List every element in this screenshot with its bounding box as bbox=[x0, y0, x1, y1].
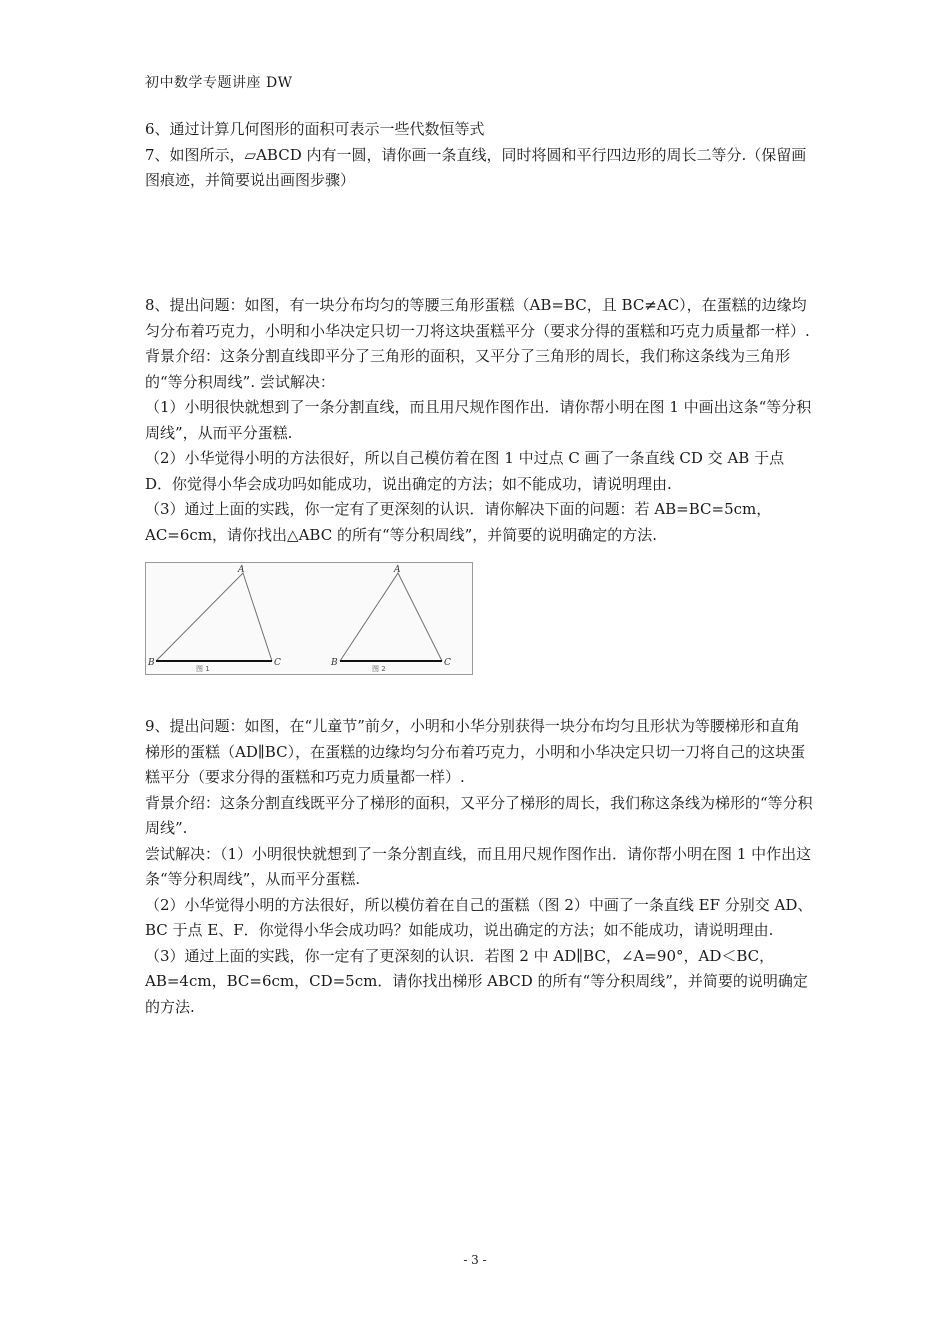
q8-part2: （2）小华觉得小明的方法很好，所以自己模仿着在图 1 中过点 C 画了一条直线 CD 交 AB 于点 D．你觉得小华会成功吗如能成功，说出确定的方法；如不能成功，请说明理由. bbox=[145, 449, 785, 493]
fig2-triangle-sides bbox=[340, 573, 442, 661]
figure-1 bbox=[147, 565, 281, 673]
question-6: 6、通过计算几何图形的面积可表示一些代数恒等式 bbox=[145, 120, 485, 138]
q9-part2: （2）小华觉得小明的方法很好，所以模仿着在自己的蛋糕（图 2）中画了一条直线 EF 分别交 AD、BC 于点 E、F．你觉得小华会成功吗？如能成功，说出确定的方法；如不能成功，请说明理由. bbox=[145, 895, 813, 939]
triangle-figures-svg bbox=[146, 563, 472, 674]
fig1-triangle-sides bbox=[156, 573, 272, 661]
q9-part3: （3）通过上面的实践，你一定有了更深刻的认识．若图 2 中 AD∥BC，∠A=90°，AD＜BC，AB=4cm，BC=6cm，CD=5cm．请你找出梯形 ABCD 的所有“等分积周线”，并简要的说明确定的方法. bbox=[145, 946, 808, 1016]
q9-part1: 尝试解决：（1）小明很快就想到了一条分割直线，而且用尺规作图作出．请你帮小明在图 1 中作出这条“等分积周线”，从而平分蛋糕. bbox=[145, 844, 812, 888]
question-8 bbox=[145, 293, 813, 548]
figure-2 bbox=[330, 565, 451, 673]
q8-part3: （3）通过上面的实践，你一定有了更深刻的认识．请你解决下面的问题：若 AB=BC=5cm，AC=6cm，请你找出△ABC 的所有“等分积周线”，并简要的说明确定的方法. bbox=[145, 500, 772, 544]
fig2-label-a: A bbox=[394, 565, 401, 575]
q8-background: 背景介绍：这条分割直线即平分了三角形的面积，又平分了三角形的周长，我们称这条线为三角形的“等分积周线”. 尝试解决： bbox=[145, 347, 791, 391]
question-7: 7、如图所示，▱ABCD 内有一圆，请你画一条直线，同时将圆和平行四边形的周长二等分.（保留画图痕迹，并简要说出画图步骤） bbox=[145, 145, 807, 189]
question-9 bbox=[145, 714, 813, 1020]
page-header: 初中数学专题讲座 DW bbox=[145, 75, 293, 91]
triangle-figures bbox=[145, 562, 473, 675]
fig1-label-b: B bbox=[148, 658, 155, 668]
fig2-label-c: C bbox=[444, 658, 451, 668]
fig1-caption: 图 1 bbox=[196, 665, 210, 673]
page-number: - 3 - bbox=[463, 1253, 487, 1267]
questions-6-7 bbox=[145, 117, 813, 194]
q8-part1: （1）小明很快就想到了一条分割直线，而且用尺规作图作出．请你帮小明在图 1 中画出这条“等分积周线”，从而平分蛋糕. bbox=[145, 398, 812, 442]
fig2-label-b: B bbox=[331, 658, 338, 668]
fig2-caption: 图 2 bbox=[372, 665, 386, 673]
fig1-label-a: A bbox=[238, 565, 245, 575]
q8-intro: 8、提出问题：如图，有一块分布均匀的等腰三角形蛋糕（AB=BC，且 BC≠AC），在蛋糕的边缘均匀分布着巧克力，小明和小华决定只切一刀将这块蛋糕平分（要求分得的蛋糕和巧克力质量都一样）. bbox=[145, 296, 810, 340]
q9-background: 背景介绍：这条分割直线既平分了梯形的面积，又平分了梯形的周长，我们称这条线为梯形的“等分积周线”. bbox=[145, 793, 813, 837]
fig1-label-c: C bbox=[274, 658, 281, 668]
q9-intro: 9、提出问题：如图，在“儿童节”前夕，小明和小华分别获得一块分布均匀且形状为等腰梯形和直角梯形的蛋糕（AD∥BC），在蛋糕的边缘均匀分布着巧克力，小明和小华决定只切一刀将自己的这块蛋糕平分（要求分得的蛋糕和巧克力质量都一样）. bbox=[145, 717, 806, 786]
